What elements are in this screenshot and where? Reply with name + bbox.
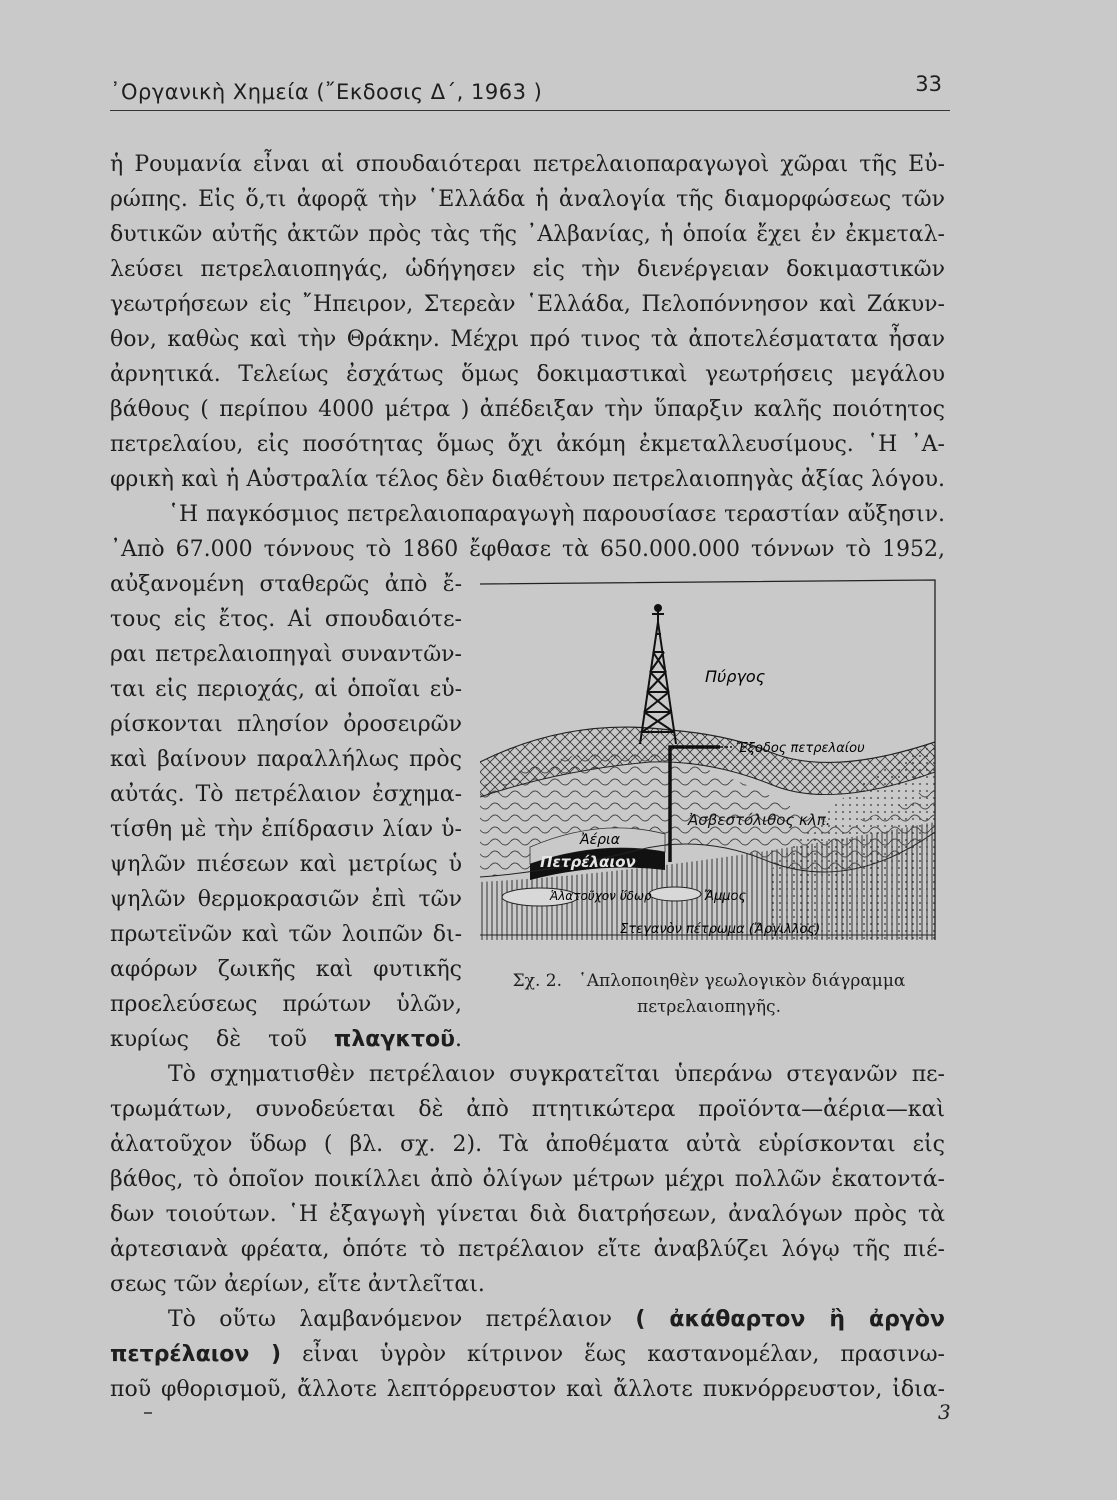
text-line: ψηλῶν πιέσεων καὶ μετρίως ὑ [110, 852, 462, 877]
text-line: ἡ Ρουμανία εἶναι αἱ σπουδαιότεραι πετρελαιοπαραγωγοὶ χῶραι τῆς Εὐ- [110, 152, 945, 177]
text-line: αφόρων ζωικῆς καὶ φυτικῆς [110, 957, 462, 982]
text-line: ρίσκονται πλησίον ὀροσειρῶν [110, 712, 462, 737]
header-title: ᾿Οργανικὴ Χημεία (῎Εκδοσις Δ΄, 1963 ) [110, 80, 543, 104]
text-line: φρικὴ καὶ ἡ Αὐστραλία τέλος δὲν διαθέτουν πετρελαιοπηγὰς ἀξίας λόγου. [110, 467, 945, 492]
text-line: ἀρτεσιανὰ φρέατα, ὁπότε τὸ πετρέλαιον εἴτε ἀναβλύζει λόγῳ τῆς πιέ- [110, 1237, 945, 1262]
caption-text: ῾Απλοποιηθὲν γεωλογικὸν διάγραμμα πετρελαιοπηγῆς. [578, 971, 906, 1017]
text-line: ἁλατοῦχον ὕδωρ ( βλ. σχ. 2). Τὰ ἀποθέματα αὐτὰ εὑρίσκονται εἰς [110, 1132, 945, 1157]
text-line: δυτικῶν αὐτῆς ἀκτῶν πρὸς τὰς τῆς ᾿Αλβανίας, ἡ ὁποία ἔχει ἐν ἐκμεταλ- [110, 222, 945, 247]
text-line: αὐτάς. Τὸ πετρέλαιον ἐσχημα- [110, 782, 462, 807]
text-line: ραι πετρελαιοπηγαὶ συναντῶν- [110, 642, 462, 667]
text-line: προελεύσεως πρώτων ὑλῶν, [110, 992, 462, 1017]
text-line: ψηλῶν θερμοκρασιῶν ἐπὶ τῶν [110, 887, 462, 912]
text-span: κυρίως δὲ τοῦ [110, 1027, 307, 1052]
text-line: τίσθη μὲ τὴν ἐπίδρασιν λίαν ὑ- [110, 817, 462, 842]
bold-term: ( ἀκάθαρτον ἢ ἀργὸν [635, 1307, 946, 1332]
text-line [110, 1340, 945, 1370]
label-saltwater: Ἁλατοῦχον ὕδωρ [550, 889, 652, 903]
running-header [110, 70, 950, 111]
label-impermeable: Στεγανὸν πέτρωμα (Ἄργιλλος) [620, 922, 821, 937]
text-line: δων τοιούτων. ῾Η ἐξαγωγὴ γίνεται διὰ διατρήσεων, ἀναλόγων πρὸς τὰ [110, 1202, 945, 1227]
diagram-svg [470, 572, 940, 947]
text-line [110, 1025, 462, 1055]
page-number: 33 [915, 72, 942, 96]
rock-layers [480, 727, 935, 940]
text-line: σεως τῶν ἀερίων, εἴτε ἀντλεῖται. [110, 1272, 485, 1297]
text-line: αὐξανομένη σταθερῶς ἀπὸ ἔ- [110, 572, 462, 597]
label-oil: Πετρέλαιον [540, 853, 636, 871]
text-line: γεωτρήσεων εἰς ῎Ηπειρον, Στερεὰν ῾Ελλάδα, Πελοπόννησον καὶ Ζάκυν- [110, 292, 945, 317]
text-line: ᾿Απὸ 67.000 τόννους τὸ 1860 ἔφθασε τὰ 650.000.000 τόννων τὸ 1952, [110, 537, 945, 562]
figure-caption [470, 968, 948, 1020]
text-line: τους εἰς ἔτος. Αἱ σπουδαιότε- [110, 607, 462, 632]
text-line: βάθος, τὸ ὁποῖον ποικίλλει ἀπὸ ὀλίγων μέτρων μέχρι πολλῶν ἑκατοντά- [110, 1167, 945, 1192]
sand-pocket [649, 887, 701, 901]
text-line: ἀρνητικά. Τελείως ἐσχάτως ὅμως δοκιμαστικαὶ γεωτρήσεις μεγάλου [110, 362, 945, 387]
text-line: καὶ βαίνουν παραλλήλως πρὸς [110, 747, 462, 772]
text-line [168, 1305, 945, 1335]
caption-prefix: Σχ. 2. [512, 971, 562, 991]
text-line: βάθους ( περίπου 4000 μέτρα ) ἀπέδειξαν τὴν ὕπαρξιν καλῆς ποιότητος [110, 397, 945, 422]
label-asbestos: Ἀσβεστόλιθος κλπ. [688, 811, 831, 829]
text-line: λεύσει πετρελαιοπηγάς, ὡδήγησεν εἰς τὴν διενέργειαν δοκιμαστικῶν [110, 257, 945, 282]
text-line: ῾Η παγκόσμιος πετρελαιοπαραγωγὴ παρουσίασε τεραστίαν αὔξησιν. [168, 502, 945, 527]
text-line: Τὸ σχηματισθὲν πετρέλαιον συγκρατεῖται ὑπεράνω στεγανῶν πε- [168, 1062, 945, 1087]
text-line: πετρελαίου, εἰς ποσότητας ὅμως ὄχι ἀκόμη ἐκμεταλλευσίμους. ῾Η ᾿Α- [110, 432, 945, 457]
text-line: πρωτεϊνῶν καὶ τῶν λοιπῶν δι- [110, 922, 462, 947]
text-span: Τὸ οὕτω λαμβανόμενον πετρέλαιον [168, 1307, 613, 1332]
footer-mark [144, 1412, 152, 1414]
text-line: θον, καθὼς καὶ τὴν Θράκην. Μέχρι πρό τινος τὰ ἀποτελέσματατα ἦσαν [110, 327, 945, 352]
label-exit: Ἔξοδος πετρελαίου [736, 741, 865, 756]
geological-diagram [470, 572, 940, 947]
text-line: τρωμάτων, συνοδεύεται δὲ ἀπὸ πτητικώτερα προϊόντα—ἀέρια—καὶ [110, 1097, 945, 1122]
bold-term: πλαγκτοῦ [333, 1027, 455, 1052]
text-line: ρώπης. Εἰς ὅ,τι ἀφορᾷ τὴν ῾Ελλάδα ἡ ἀναλογία τῆς διαμορφώσεως τῶν [110, 187, 945, 212]
signature-mark: 3 [938, 1400, 951, 1424]
label-tower: Πύργος [705, 667, 766, 686]
text-line: ται εἰς περιοχάς, αἱ ὁποῖαι εὑ- [110, 677, 462, 702]
label-sand: Ἄμμος [704, 889, 747, 904]
text-line: ποῦ φθορισμοῦ, ἄλλοτε λεπτόρρευστον καὶ ἄλλοτε πυκνόρρευστον, ἰδια- [110, 1377, 945, 1402]
label-gas: Ἀέρια [580, 832, 620, 848]
text-span: . [455, 1027, 462, 1052]
text-span: εἶναι ὑγρὸν κίτρινον ἕως καστανομέλαν, πρασινω- [302, 1342, 945, 1367]
bold-term: πετρέλαιον ) [110, 1342, 282, 1367]
